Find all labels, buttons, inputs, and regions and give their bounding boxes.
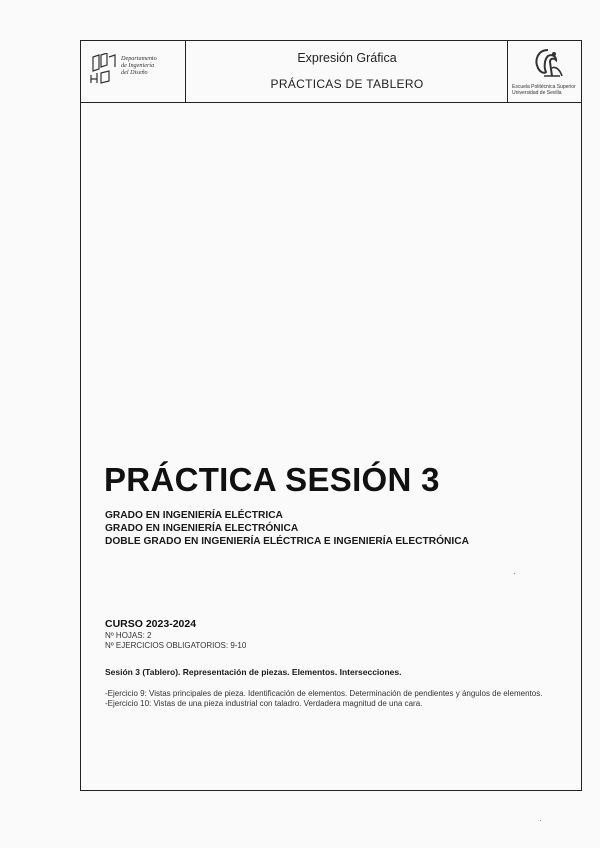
- exercise-item: -Ejercicio 9: Vistas principales de pieza. Identificación de elementos. Determinación de pendientes y ángulos de elementos.: [105, 689, 543, 698]
- course-info: [105, 618, 246, 651]
- header-title-cell: [186, 41, 508, 102]
- degree-item: DOBLE GRADO EN INGENIERÍA ELÉCTRICA E INGENIERÍA ELECTRÓNICA: [105, 536, 469, 547]
- scan-speck: [514, 573, 515, 574]
- practice-title: PRÁCTICA SESIÓN 3: [104, 461, 440, 498]
- exercise-item: -Ejercicio 10: Vistas de una pieza industrial con taladro. Verdadera magnitud de una cara.: [105, 699, 423, 708]
- school-logo-icon: [530, 46, 566, 82]
- exercise-list: [105, 689, 575, 709]
- degree-list: [105, 509, 469, 548]
- subject-subtitle: PRÁCTICAS DE TABLERO: [270, 77, 424, 91]
- session-description: Sesión 3 (Tablero). Representación de piezas. Elementos. Intersecciones.: [105, 667, 402, 677]
- degree-item: GRADO EN INGENIERÍA ELÉCTRICA: [105, 510, 283, 521]
- scan-speck: [540, 820, 541, 821]
- required-exercises: Nº EJERCICIOS OBLIGATORIOS: 9-10: [105, 641, 247, 650]
- sheet-count: Nº HOJAS: 2: [105, 631, 152, 640]
- school-logo-cell: [507, 41, 581, 102]
- department-logo-icon: [89, 53, 119, 85]
- department-logo-cell: [81, 41, 186, 102]
- department-logo-text: Departamento de Ingeniería del Diseño: [121, 55, 157, 77]
- school-logo-text: Escuela Politécnica Superior Universidad de Sevilla: [512, 84, 576, 96]
- degree-item: GRADO EN INGENIERÍA ELECTRÓNICA: [105, 523, 299, 534]
- course-year: CURSO 2023-2024: [105, 618, 197, 630]
- page-frame: [80, 40, 582, 791]
- header-table: [81, 41, 581, 103]
- subject-title: Expresión Gráfica: [297, 51, 397, 65]
